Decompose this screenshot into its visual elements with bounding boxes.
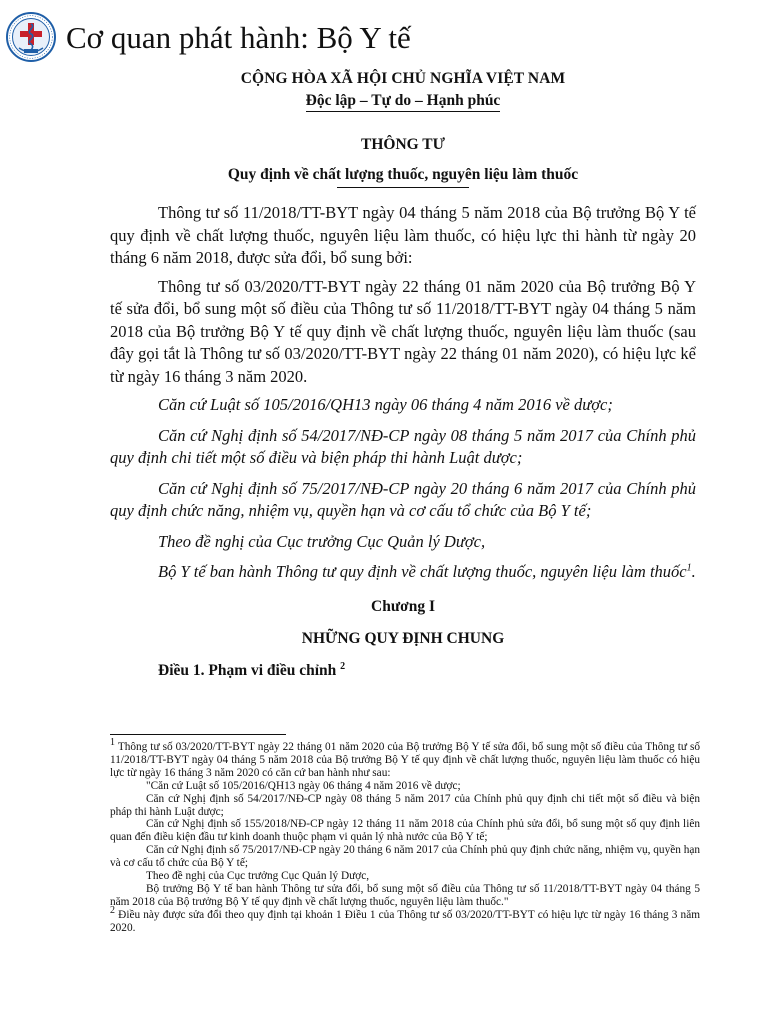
footnote-text: Thông tư số 03/2020/TT-BYT ngày 22 tháng 01 năm 2020 của Bộ trưởng Bộ Y tế sửa đổi, bổ sung một số điều của Thông tư số 11/2018/TT-BYT ngày 04 tháng 5 năm 2018 của Bộ trưởng Bộ Y tế quy định về chất lượng thuốc, nguyên liệu làm thuốc có hiệu lực từ ngày 16 tháng 3 năm 2020 có căn cứ ban hành như sau: bbox=[110, 741, 701, 779]
footnote-1 bbox=[110, 737, 701, 780]
document-page bbox=[110, 70, 696, 680]
footnote-2 bbox=[110, 905, 700, 935]
footnote-ref-1[interactable]: 1 bbox=[686, 562, 692, 574]
promulgation-line bbox=[110, 561, 696, 584]
promulgation-end: . bbox=[691, 562, 696, 581]
legal-basis: Căn cứ Nghị định số 54/2017/NĐ-CP ngày 08 tháng 5 năm 2017 của Chính phủ quy định chi tiết một số điều và biện pháp thi hành Luật dược; bbox=[110, 425, 696, 467]
body-paragraph: Thông tư số 11/2018/TT-BYT ngày 04 tháng 5 năm 2018 của Bộ trưởng Bộ Y tế quy định về chất lượng thuốc, nguyên liệu làm thuốc, có hiệu lực thi hành từ ngày 20 tháng 6 năm 2018, được sửa đổi, bổ sung bởi: bbox=[110, 203, 696, 267]
document-type: THÔNG TƯ bbox=[361, 136, 445, 153]
footnote-ref-2[interactable]: 2 bbox=[340, 660, 346, 672]
footnote-number: 2 bbox=[110, 905, 115, 917]
chapter-number: Chương I bbox=[371, 597, 435, 615]
national-motto: Độc lập – Tự do – Hạnh phúc bbox=[306, 92, 501, 112]
footnote-number: 1 bbox=[110, 737, 115, 749]
footnote-line: Căn cứ Nghị định số 54/2017/NĐ-CP ngày 08 tháng 5 năm 2017 của Chính phủ quy định chi tiết một số điều và biện pháp thi hành Luật dược; bbox=[110, 792, 700, 818]
article-heading bbox=[110, 662, 696, 680]
legal-basis: Căn cứ Nghị định số 75/2017/NĐ-CP ngày 20 tháng 6 năm 2017 của Chính phủ quy định chức năng, nhiệm vụ, quyền hạn và cơ cấu tổ chức của Bộ Y tế; bbox=[110, 478, 696, 520]
footnote-divider bbox=[110, 734, 286, 735]
chapter-title: NHỮNG QUY ĐỊNH CHUNG bbox=[301, 629, 505, 647]
document-title: Quy định về chất lượng thuốc, nguyên liệu làm thuốc bbox=[227, 166, 579, 183]
document-body bbox=[110, 202, 696, 584]
footnote-text: Điều này được sửa đổi theo quy định tại khoản 1 Điều 1 của Thông tư số 03/2020/TT-BYT có hiệu lực từ ngày 16 tháng 3 năm 2020. bbox=[110, 908, 700, 934]
article-title: Điều 1. Phạm vi điều chỉnh bbox=[158, 661, 337, 679]
body-paragraph: Thông tư số 03/2020/TT-BYT ngày 22 tháng 01 năm 2020 của Bộ trưởng Bộ Y tế sửa đổi, bổ sung một số điều của Thông tư số 11/2018/TT-BYT ngày 04 tháng 5 năm 2018 của Bộ trưởng Bộ Y tế quy định về chất lượng thuốc, nguyên liệu làm thuốc (sau đây gọi tắt là Thông tư số 03/2020/TT-BYT ngày 22 tháng 01 năm 2020), có hiệu lực kể từ ngày 16 tháng 3 năm 2020. bbox=[110, 276, 696, 386]
footnote-line: Theo đề nghị của Cục trưởng Cục Quản lý Dược, bbox=[146, 870, 370, 883]
footnotes bbox=[110, 737, 701, 935]
proposal-line: Theo đề nghị của Cục trưởng Cục Quản lý Dược, bbox=[158, 531, 486, 551]
national-name: CỘNG HÒA XÃ HỘI CHỦ NGHĨA VIỆT NAM bbox=[240, 70, 566, 87]
header bbox=[6, 12, 411, 62]
footnote-line: "Căn cứ Luật số 105/2016/QH13 ngày 06 tháng 4 năm 2016 về dược; bbox=[146, 779, 461, 792]
issuer-title: Cơ quan phát hành: Bộ Y tế bbox=[66, 19, 411, 55]
ministry-seal-icon bbox=[6, 12, 56, 62]
footnote-line: Bộ trưởng Bộ Y tế ban hành Thông tư sửa đổi, bổ sung một số điều của Thông tư số 11/2018/TT-BYT ngày 04 tháng 5 năm 2018 của Bộ trưởng Bộ Y tế quy định về chất lượng thuốc, nguyên liệu làm thuốc." bbox=[110, 882, 700, 908]
footnote-line: Căn cứ Nghị định số 155/2018/NĐ-CP ngày 12 tháng 11 năm 2018 của Chính phủ sửa đổi, bổ sung một số quy định liên quan đến điều kiện đầu tư kinh doanh thuộc phạm vi quản lý nhà nước của Bộ Y tế; bbox=[110, 818, 700, 844]
footnote-line: Căn cứ Nghị định số 75/2017/NĐ-CP ngày 20 tháng 6 năm 2017 của Chính phủ quy định chức năng, nhiệm vụ, quyền hạn và cơ cấu tổ chức của Bộ Y tế; bbox=[110, 844, 701, 870]
legal-basis: Căn cứ Luật số 105/2016/QH13 ngày 06 tháng 4 năm 2016 về dược; bbox=[158, 395, 613, 414]
title-divider bbox=[337, 187, 469, 188]
promulgation-text: Bộ Y tế ban hành Thông tư quy định về chất lượng thuốc, nguyên liệu làm thuốc bbox=[158, 562, 687, 581]
